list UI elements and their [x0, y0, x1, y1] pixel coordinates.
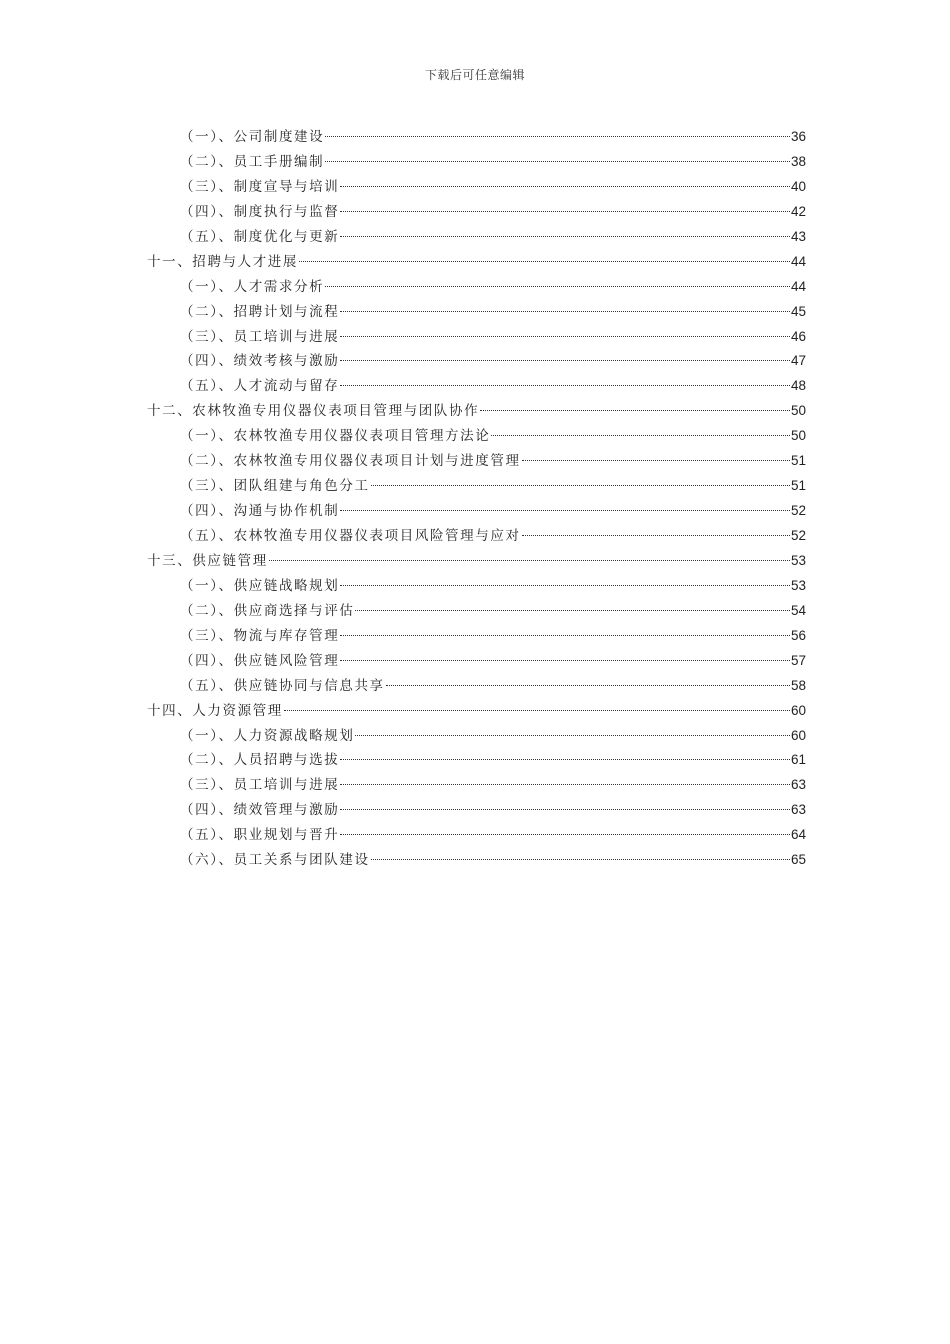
- toc-section-entry[interactable]: [147, 724, 806, 749]
- toc-section-entry[interactable]: [147, 275, 806, 300]
- toc-dot-leader: [340, 759, 790, 760]
- toc-entry-title: （一）、供应链战略规划: [180, 577, 340, 594]
- toc-section-entry[interactable]: [147, 773, 806, 798]
- toc-chapter-entry[interactable]: [147, 699, 806, 724]
- toc-entry-title: （二）、招聘计划与流程: [180, 303, 340, 320]
- toc-entry-page-number: 65: [790, 852, 806, 868]
- toc-entry-title: （三）、团队组建与角色分工: [180, 478, 370, 495]
- toc-entry-title: （三）、制度宣导与培训: [180, 178, 340, 195]
- toc-entry-page-number: 58: [790, 677, 806, 693]
- toc-entry-page-number: 36: [790, 129, 806, 144]
- toc-entry-title: 十三、供应链管理: [147, 552, 268, 569]
- toc-entry-page-number: 51: [790, 453, 806, 469]
- toc-section-entry[interactable]: [147, 300, 806, 325]
- toc-entry-page-number: 46: [790, 328, 806, 344]
- toc-section-entry[interactable]: [147, 175, 806, 200]
- toc-dot-leader: [340, 311, 790, 312]
- toc-dot-leader: [340, 585, 790, 586]
- toc-section-entry[interactable]: [147, 823, 806, 848]
- toc-entry-page-number: 48: [790, 378, 806, 394]
- toc-section-entry[interactable]: [147, 674, 806, 699]
- toc-entry-page-number: 63: [790, 802, 806, 818]
- toc-chapter-entry[interactable]: [147, 399, 806, 424]
- toc-entry-page-number: 38: [790, 153, 806, 169]
- toc-section-entry[interactable]: [147, 125, 806, 150]
- toc-entry-title: （四）、绩效考核与激励: [180, 353, 340, 370]
- toc-dot-leader: [371, 485, 790, 486]
- toc-dot-leader: [325, 286, 790, 287]
- toc-dot-leader: [340, 834, 790, 835]
- toc-entry-page-number: 44: [790, 278, 806, 294]
- toc-entry-title: （五）、农林牧渔专用仪器仪表项目风险管理与应对: [180, 528, 521, 544]
- toc-dot-leader: [325, 136, 790, 137]
- toc-chapter-entry[interactable]: [147, 250, 806, 275]
- toc-entry-page-number: 53: [790, 577, 806, 593]
- toc-dot-leader: [269, 560, 790, 561]
- toc-entry-title: （三）、员工培训与进展: [180, 328, 340, 345]
- toc-dot-leader: [325, 161, 790, 162]
- toc-entry-page-number: 61: [790, 752, 806, 768]
- toc-dot-leader: [340, 236, 790, 237]
- toc-entry-title: （三）、员工培训与进展: [180, 777, 340, 794]
- toc-section-entry[interactable]: [147, 624, 806, 649]
- toc-section-entry[interactable]: [147, 748, 806, 773]
- toc-dot-leader: [491, 435, 790, 436]
- toc-entry-title: （五）、供应链协同与信息共享: [180, 677, 385, 694]
- toc-dot-leader: [480, 410, 790, 411]
- toc-entry-title: （一）、人才需求分析: [180, 278, 325, 295]
- toc-entry-title: （四）、沟通与协作机制: [180, 503, 340, 520]
- toc-entry-title: （二）、员工手册编制: [180, 153, 325, 170]
- toc-dot-leader: [340, 360, 790, 361]
- toc-dot-leader: [340, 186, 790, 187]
- toc-dot-leader: [386, 685, 790, 686]
- toc-section-entry[interactable]: [147, 574, 806, 599]
- toc-entry-page-number: 64: [790, 827, 806, 843]
- toc-entry-title: （六）、员工关系与团队建设: [180, 852, 370, 869]
- toc-dot-leader: [340, 635, 790, 636]
- toc-entry-page-number: 53: [790, 552, 806, 568]
- toc-entry-page-number: 43: [790, 228, 806, 244]
- toc-entry-title: （一）、公司制度建设: [180, 129, 325, 145]
- toc-section-entry[interactable]: [147, 349, 806, 374]
- toc-entry-page-number: 52: [790, 503, 806, 519]
- toc-section-entry[interactable]: [147, 449, 806, 474]
- toc-entry-page-number: 54: [790, 602, 806, 618]
- toc-entry-title: （二）、供应商选择与评估: [180, 602, 355, 619]
- toc-entry-page-number: 42: [790, 203, 806, 219]
- toc-dot-leader: [371, 859, 790, 860]
- toc-section-entry[interactable]: [147, 200, 806, 225]
- toc-entry-title: （二）、人员招聘与选拔: [180, 752, 340, 769]
- toc-entry-title: （五）、人才流动与留存: [180, 378, 340, 395]
- table-of-contents: [147, 125, 806, 873]
- toc-entry-page-number: 44: [790, 253, 806, 269]
- toc-section-entry[interactable]: [147, 599, 806, 624]
- toc-entry-page-number: 50: [790, 428, 806, 444]
- toc-entry-title: （一）、农林牧渔专用仪器仪表项目管理方法论: [180, 428, 491, 445]
- toc-section-entry[interactable]: [147, 325, 806, 350]
- toc-entry-title: （二）、农林牧渔专用仪器仪表项目计划与进度管理: [180, 453, 521, 470]
- toc-entry-page-number: 60: [790, 727, 806, 743]
- toc-section-entry[interactable]: [147, 424, 806, 449]
- toc-entry-page-number: 51: [790, 478, 806, 494]
- toc-entry-page-number: 47: [790, 353, 806, 369]
- toc-section-entry[interactable]: [147, 225, 806, 250]
- toc-entry-title: （四）、绩效管理与激励: [180, 802, 340, 819]
- toc-section-entry[interactable]: [147, 649, 806, 674]
- toc-entry-page-number: 57: [790, 652, 806, 668]
- toc-dot-leader: [284, 710, 790, 711]
- toc-entry-page-number: 45: [790, 303, 806, 319]
- toc-entry-title: （一）、人力资源战略规划: [180, 727, 355, 744]
- toc-dot-leader: [340, 211, 790, 212]
- header-note: 下载后可任意编辑: [424, 68, 525, 82]
- toc-dot-leader: [299, 261, 790, 262]
- toc-dot-leader: [340, 510, 790, 511]
- toc-entry-title: 十四、人力资源管理: [147, 702, 283, 719]
- toc-dot-leader: [522, 460, 790, 461]
- toc-entry-page-number: 40: [790, 178, 806, 194]
- toc-entry-title: （四）、供应链风险管理: [180, 652, 340, 669]
- toc-entry-title: 十二、农林牧渔专用仪器仪表项目管理与团队协作: [147, 403, 480, 420]
- toc-chapter-entry[interactable]: [147, 549, 806, 574]
- toc-entry-title: （五）、制度优化与更新: [180, 228, 340, 245]
- toc-dot-leader: [340, 660, 790, 661]
- toc-dot-leader: [355, 735, 790, 736]
- toc-section-entry[interactable]: [147, 848, 806, 873]
- toc-dot-leader: [340, 784, 790, 785]
- toc-entry-page-number: 56: [790, 627, 806, 643]
- toc-section-entry[interactable]: [147, 524, 806, 549]
- toc-section-entry[interactable]: [147, 474, 806, 499]
- toc-entry-title: （五）、职业规划与晋升: [180, 827, 340, 844]
- toc-entry-page-number: 50: [790, 403, 806, 419]
- toc-dot-leader: [522, 535, 790, 536]
- toc-section-entry[interactable]: [147, 150, 806, 175]
- toc-entry-page-number: 52: [790, 528, 806, 543]
- toc-dot-leader: [340, 809, 790, 810]
- toc-entry-title: 十一、招聘与人才进展: [147, 253, 298, 270]
- toc-entry-title: （三）、物流与库存管理: [180, 627, 340, 644]
- toc-section-entry[interactable]: [147, 798, 806, 823]
- toc-entry-title: （四）、制度执行与监督: [180, 203, 340, 220]
- toc-entry-page-number: 60: [790, 702, 806, 718]
- toc-dot-leader: [340, 336, 790, 337]
- toc-dot-leader: [340, 385, 790, 386]
- toc-section-entry[interactable]: [147, 374, 806, 399]
- toc-section-entry[interactable]: [147, 499, 806, 524]
- toc-dot-leader: [355, 610, 790, 611]
- toc-entry-page-number: 63: [790, 777, 806, 793]
